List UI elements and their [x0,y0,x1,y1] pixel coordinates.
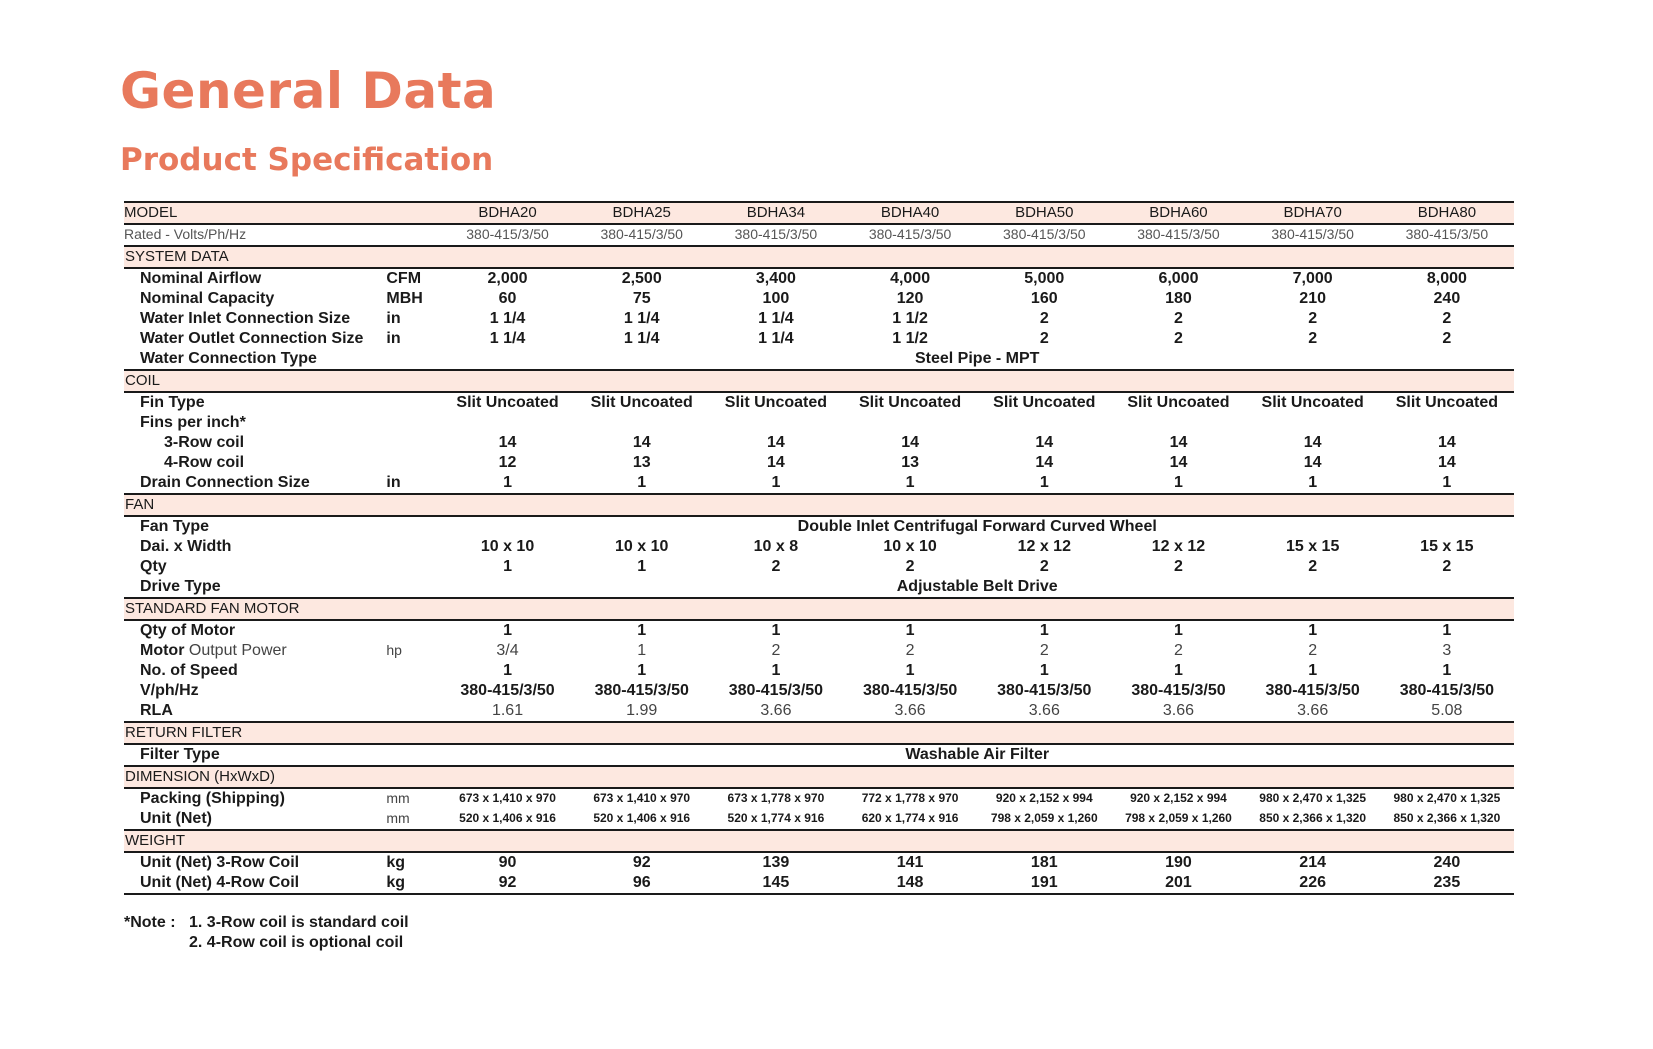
row-label: Unit (Net) [140,810,212,827]
cell-value: 1 [503,558,512,575]
row-packing-shipping [124,788,1514,809]
footnote-key: *Note : [124,914,176,931]
row-label: No. of Speed [140,662,238,679]
cell-value: 14 [1169,454,1188,471]
cell-value: 380-415/3/50 [1265,682,1360,699]
cell-value: 1 [1174,474,1183,491]
section-title: DIMENSION (HxWxD) [124,766,1514,788]
cell-value: 1 [637,558,647,575]
rated-value: 380-415/3/50 [575,224,709,246]
model-name: BDHA34 [709,202,843,224]
cell-value: 1 [637,662,647,679]
cell-value: 1 [1308,662,1318,679]
cell-value: 10 x 10 [883,538,937,555]
model-name: BDHA80 [1380,202,1514,224]
rated-value: 380-415/3/50 [1380,224,1514,246]
footnote-text: 1. 3-Row coil is standard coil [189,914,409,931]
cell-value: 3.66 [1162,702,1195,719]
cell-value: 1 1/4 [489,330,526,347]
row-label: Nominal Airflow [140,270,262,287]
cell-value: 92 [632,854,651,871]
cell-value: 13 [901,454,919,471]
cell-value: 2 [1308,558,1318,575]
cell-value: 380-415/3/50 [997,682,1092,699]
cell-value: 139 [762,854,790,871]
section-weight [124,830,1514,852]
cell-value: 920 x 2,152 x 994 [995,791,1093,805]
cell-value: 240 [1433,854,1461,871]
cell-value: 2 [1442,558,1452,575]
row-dia-width [124,537,1514,557]
cell-value: 1 [771,474,781,491]
cell-value: 8,000 [1426,270,1467,287]
cell-value: 3.66 [760,702,792,719]
cell-value: 1 [1174,662,1183,679]
cell-value: 15 x 15 [1420,538,1474,555]
cell-value: 14 [1035,454,1054,471]
row-label: Drain Connection Size [140,474,310,491]
cell-value: 2 [1039,642,1049,659]
row-label: V/ph/Hz [140,682,199,699]
row-label: Unit (Net) 4-Row Coil [124,873,386,894]
row-label: Water Connection Type [140,350,317,367]
row-weight-4-row [124,873,1514,894]
cell-value: Slit Uncoated [1395,394,1498,411]
cell-value: 14 [632,434,651,451]
section-title: COIL [124,370,1514,392]
cell-value: 1 [905,622,915,639]
cell-value: 2 [1174,558,1183,575]
row-unit: kg [386,873,440,894]
row-weight-3-row [124,852,1514,873]
rated-label: Rated - Volts/Ph/Hz [124,224,386,246]
model-name: BDHA50 [977,202,1111,224]
row-water-inlet [124,309,1514,329]
cell-value: 1 1/4 [758,310,794,327]
row-unit: CFM [386,270,422,287]
cell-value: 673 x 1,778 x 970 [727,791,825,805]
cell-value: 1 [771,622,781,639]
cell-value: 1 1/4 [489,310,526,327]
cell-value: 520 x 1,406 x 916 [593,811,691,825]
cell-value: Slit Uncoated [1261,394,1364,411]
cell-value: 12 x 12 [1017,538,1071,555]
cell-value: 520 x 1,774 x 916 [727,811,825,825]
cell-value: 60 [498,290,517,307]
model-header-row [124,202,1514,224]
cell-value: 148 [843,873,977,894]
cell-value: 1 1/2 [892,330,928,347]
cell-value: 12 x 12 [1151,538,1206,555]
cell-value: 772 x 1,778 x 970 [861,791,959,805]
section-standard-fan-motor [124,598,1514,620]
cell-value: 10 x 10 [615,538,669,555]
cell-value: 6,000 [1158,270,1199,287]
cell-value-span: Washable Air Filter [905,746,1050,763]
model-name: BDHA40 [843,202,977,224]
cell-value-span: Double Inlet Centrifugal Forward Curved Wheel [797,518,1157,535]
row-water-outlet [124,329,1514,349]
cell-value: 141 [896,854,924,871]
cell-value: 2 [905,558,915,575]
cell-value: 1 1/4 [758,330,794,347]
cell-value: 1 [771,662,781,679]
model-label: MODEL [124,202,386,224]
row-fan-type [124,516,1514,537]
row-drive-type [124,577,1514,598]
row-unit: in [386,474,401,491]
cell-value: 1 [1174,622,1183,639]
cell-value: 180 [1165,290,1192,307]
cell-value: 920 x 2,152 x 994 [1130,791,1227,805]
rated-value: 380-415/3/50 [1111,224,1245,246]
cell-value: 2 [1442,330,1452,347]
row-label: Qty of Motor [140,622,236,639]
cell-value: 1.61 [491,702,524,719]
cell-value: 2 [1174,642,1183,659]
cell-value: 2 [1039,558,1049,575]
cell-value: Slit Uncoated [590,394,693,411]
row-unit: hp [386,642,402,658]
row-fin-type [124,392,1514,413]
cell-value: 90 [498,854,517,871]
cell-value: 673 x 1,410 x 970 [593,791,691,805]
cell-value: 980 x 2,470 x 1,325 [1259,791,1367,805]
section-title: RETURN FILTER [124,722,1514,744]
rated-value: 380-415/3/50 [709,224,843,246]
cell-value: 14 [1437,434,1456,451]
cell-value: 1 1/4 [623,310,660,327]
cell-value: 1 [637,474,647,491]
spec-table [124,201,1514,895]
cell-value: 380-415/3/50 [728,682,824,699]
cell-value: 1 [905,662,915,679]
row-3-row-coil [124,433,1514,453]
row-unit: kg [386,854,406,871]
cell-value: 12 [498,454,517,471]
cell-value: 1 [1442,622,1452,639]
cell-value: 850 x 2,366 x 1,320 [1393,811,1501,825]
cell-value: 13 [632,454,651,471]
cell-value: 201 [1111,873,1245,894]
section-coil [124,370,1514,392]
row-unit: in [386,330,401,347]
cell-value: 3.66 [1028,702,1060,719]
page-title: General Data [120,62,497,120]
row-label: Fins per inch* [140,414,246,431]
cell-value: 120 [896,290,924,307]
cell-value: 2,500 [621,270,662,287]
cell-value: 14 [901,434,919,451]
row-fins-per-inch [124,413,1514,433]
cell-value: 75 [632,290,651,307]
row-nominal-capacity [124,289,1514,309]
row-label: RLA [140,702,173,719]
row-unit: mm [386,790,410,806]
cell-value: 3.66 [894,702,926,719]
cell-value: 10 x 10 [480,538,535,555]
row-label: 4-Row coil [164,454,245,471]
cell-value: 96 [575,873,709,894]
cell-value: 14 [498,434,517,451]
row-label: Qty [140,558,167,575]
cell-value: 3 [1442,642,1452,659]
cell-value: 14 [1437,454,1456,471]
rated-value: 380-415/3/50 [1246,224,1380,246]
row-unit: mm [386,810,410,826]
row-label: Fan Type [140,518,210,535]
cell-value: 1 1/2 [892,310,928,327]
cell-value: 2 [1308,310,1318,327]
cell-value: 145 [709,873,843,894]
cell-value: 235 [1380,873,1514,894]
cell-value: 520 x 1,406 x 916 [459,811,556,825]
row-fan-qty [124,557,1514,577]
row-label: Packing (Shipping) [140,790,285,807]
cell-value: Slit Uncoated [1127,394,1230,411]
cell-value: 190 [1165,854,1192,871]
cell-value: 5,000 [1024,270,1065,287]
row-nominal-airflow [124,268,1514,289]
row-water-connection-type [124,349,1514,370]
cell-value: 100 [762,290,790,307]
row-qty-of-motor [124,620,1514,641]
cell-value: 92 [440,873,574,894]
cell-value: 2 [1174,310,1183,327]
cell-value: 380-415/3/50 [862,682,958,699]
cell-value: 214 [1299,854,1326,871]
cell-value: 3.66 [1297,702,1329,719]
cell-value: 14 [1035,434,1054,451]
cell-value: 380-415/3/50 [460,682,555,699]
cell-value: 1 1/4 [623,330,660,347]
cell-value: 1 [1039,474,1049,491]
row-no-of-speed [124,661,1514,681]
cell-value: 14 [1169,434,1188,451]
cell-value: 10 x 8 [753,538,799,555]
row-filter-type [124,744,1514,766]
row-label [124,641,386,661]
cell-value: 2 [1308,330,1318,347]
cell-value: 191 [977,873,1111,894]
cell-value: 14 [1303,454,1322,471]
footnote-line-1 [124,913,409,933]
cell-value: 380-415/3/50 [1131,682,1226,699]
row-label: 3-Row coil [164,434,245,451]
cell-value: 7,000 [1292,270,1333,287]
footnote [124,913,409,953]
row-drain-connection [124,473,1514,494]
cell-value: 14 [1303,434,1322,451]
section-title: STANDARD FAN MOTOR [124,598,1514,620]
rated-row [124,224,1514,246]
rated-value: 380-415/3/50 [843,224,977,246]
cell-value: 3/4 [496,642,519,659]
row-unit: in [386,310,401,327]
cell-value: 1.99 [626,702,658,719]
cell-value: 380-415/3/50 [594,682,689,699]
cell-value: 1 [1039,622,1049,639]
model-name: BDHA70 [1246,202,1380,224]
section-title: FAN [124,494,1514,516]
section-system-data [124,246,1514,268]
cell-value: 2 [1442,310,1452,327]
cell-value: 1 [503,662,512,679]
row-label: Unit (Net) 3-Row Coil [140,854,300,871]
cell-value: 15 x 15 [1285,538,1340,555]
cell-value: 980 x 2,470 x 1,325 [1393,791,1501,805]
cell-value: 1 [905,474,915,491]
section-dimension [124,766,1514,788]
row-v-ph-hz [124,681,1514,701]
cell-value: Slit Uncoated [993,394,1096,411]
cell-value: 1 [1308,622,1318,639]
cell-value: 1 [1039,662,1049,679]
row-motor-output-power [124,641,1514,661]
row-label: Water Outlet Connection Size [140,330,364,347]
row-label: Dai. x Width [140,538,232,555]
row-label: Filter Type [140,746,220,763]
cell-value: 5.08 [1431,702,1463,719]
row-unit: MBH [386,290,423,307]
page-subtitle: Product Specification [120,142,494,178]
cell-value: 1 [503,622,512,639]
cell-value: 1 [1442,662,1452,679]
cell-value: Slit Uncoated [858,394,962,411]
cell-value: 620 x 1,774 x 916 [861,811,959,825]
row-label: Nominal Capacity [140,290,275,307]
cell-value: 14 [767,434,785,451]
cell-value: 240 [1433,290,1461,307]
cell-value: 798 x 2,059 x 1,260 [1125,811,1232,825]
cell-value: 2 [771,642,781,659]
row-label-bold: Motor [140,642,185,659]
rated-value: 380-415/3/50 [977,224,1111,246]
cell-value: 160 [1030,290,1058,307]
cell-value: 14 [767,454,785,471]
cell-value: 850 x 2,366 x 1,320 [1259,811,1367,825]
section-title: WEIGHT [124,830,1514,852]
cell-value: 3,400 [755,270,796,287]
cell-value: Slit Uncoated [456,394,559,411]
cell-value: 2 [1039,330,1049,347]
cell-value-span: Steel Pipe - MPT [914,350,1040,367]
cell-value: 1 [1442,474,1452,491]
cell-value: 4,000 [890,270,931,287]
cell-value: 226 [1246,873,1380,894]
cell-value: Slit Uncoated [724,394,828,411]
model-name: BDHA60 [1111,202,1245,224]
cell-value: 2 [1308,642,1318,659]
cell-value: 1 [503,474,512,491]
cell-value: 181 [1030,854,1058,871]
section-fan [124,494,1514,516]
cell-value: 673 x 1,410 x 970 [459,791,556,805]
section-return-filter [124,722,1514,744]
row-label: Water Inlet Connection Size [140,310,351,327]
row-label: Fin Type [140,394,205,411]
row-4-row-coil [124,453,1514,473]
model-name: BDHA25 [575,202,709,224]
cell-value: 1 [637,642,647,659]
footnote-line-2: 2. 4-Row coil is optional coil [189,934,404,951]
cell-value: 2 [771,558,781,575]
rated-value: 380-415/3/50 [440,224,574,246]
cell-value: 2,000 [487,270,528,287]
section-title: SYSTEM DATA [124,246,1514,268]
row-label-light: Output Power [188,642,287,659]
cell-value-span: Adjustable Belt Drive [896,578,1058,595]
cell-value: 1 [637,622,647,639]
model-name: BDHA20 [440,202,574,224]
row-rla [124,701,1514,722]
cell-value: 380-415/3/50 [1399,682,1495,699]
cell-value: 2 [1039,310,1049,327]
row-label: Drive Type [140,578,221,595]
row-unit-net [124,809,1514,830]
cell-value: 798 x 2,059 x 1,260 [990,811,1098,825]
cell-value: 2 [905,642,915,659]
cell-value: 2 [1174,330,1183,347]
cell-value: 1 [1308,474,1318,491]
cell-value: 210 [1299,290,1326,307]
